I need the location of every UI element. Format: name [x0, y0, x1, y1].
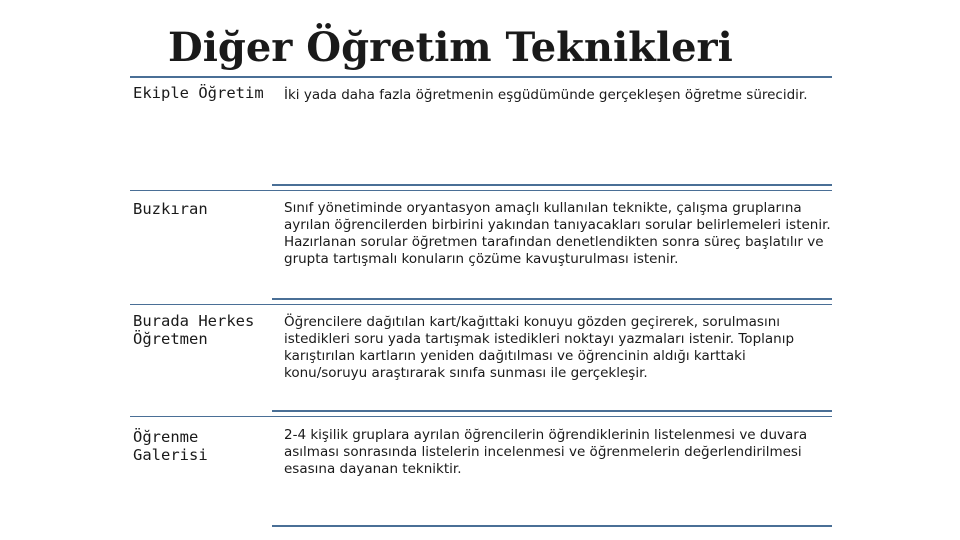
table-top-rule — [130, 76, 832, 78]
slide-title: Diğer Öğretim Teknikleri — [168, 24, 733, 71]
row-divider — [130, 416, 832, 417]
term-buzkiran: Buzkıran — [133, 200, 208, 218]
table-bottom-rule — [272, 525, 832, 527]
row-divider — [130, 190, 832, 191]
row-divider — [130, 304, 832, 305]
term-ekiple-ogretim: Ekiple Öğretim — [133, 84, 264, 102]
row-divider — [272, 298, 832, 300]
row-divider — [272, 184, 832, 186]
description-buzkiran: Sınıf yönetiminde oryantasyon amaçlı kullanılan teknikte, çalışma gruplarına ayrılan öğrencilerden birbirini yakından tanıyacakları sorular belirlemeleri istenir. Hazırlanan sorular öğretmen tarafından denetlendikten sonra süreç başlatılır ve grupta tartışmalı konuların çözüme kavuşturulması istenir. — [284, 200, 831, 267]
term-ogrenme-galerisi: Öğrenme Galerisi — [133, 428, 208, 464]
description-burada-herkes-ogretmen: Öğrencilere dağıtılan kart/kağıttaki konuyu gözden geçirerek, sorulmasını istedikleri soru yada tartışmak istedikleri noktayı yazmaları istenir. Toplanıp karıştırılan kartların yeniden dağıtılması ve öğrencinin aldığı karttaki konu/soruyu araştırarak sınıfa sunması ile gerçekleşir. — [284, 314, 795, 381]
description-ogrenme-galerisi: 2-4 kişilik gruplara ayrılan öğrencilerin öğrendiklerinin listelenmesi ve duvara asılması sonrasında listelerin incelenmesi ve öğrenmelerin değerlendirilmesi esasına dayanan tekniktir. — [284, 427, 808, 477]
term-burada-herkes-ogretmen: Burada Herkes Öğretmen — [133, 312, 255, 348]
row-divider — [272, 410, 832, 412]
description-ekiple-ogretim: İki yada daha fazla öğretmenin eşgüdümünde gerçekleşen öğretme sürecidir. — [284, 87, 808, 103]
